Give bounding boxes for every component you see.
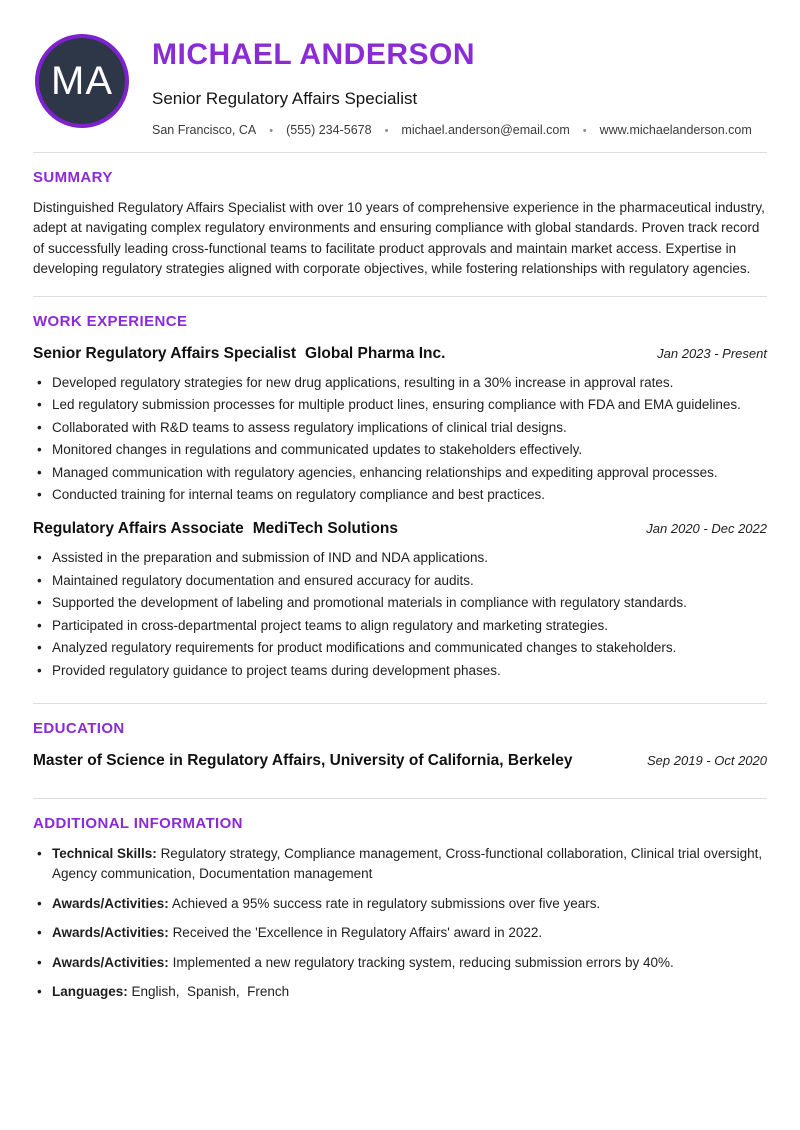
summary-text: Distinguished Regulatory Affairs Specialist with over 10 years of comprehensive experience in the pharmaceutical industry, adept at navigating complex regulatory environments and ensuring compliance with global standards. Proven track record of successfully leading cross-functional teams to facilitate product approvals and maintain market access. Expertise in developing regulatory strategies aligned with corporate objectives, while fostering relationships with regulatory agencies. [33, 200, 765, 277]
summary-heading: SUMMARY [33, 169, 113, 186]
education-entry [33, 751, 767, 798]
bullet-separator-icon: • [384, 125, 389, 137]
item-text: Implemented a new regulatory tracking system, reducing submission errors by 40%. [172, 954, 674, 970]
job-bullet: • Participated in cross-departmental project teams to align regulatory and marketing strategies. [33, 616, 767, 636]
avatar [35, 34, 129, 128]
job-title [33, 519, 398, 539]
job-headline: Senior Regulatory Affairs Specialist [152, 89, 418, 108]
section-additional-information [33, 798, 767, 1002]
section-summary [33, 152, 767, 296]
job-role: Senior Regulatory Affairs Specialist [33, 344, 297, 362]
additional-information-heading: ADDITIONAL INFORMATION [33, 815, 243, 833]
job-header [33, 344, 767, 364]
job-company: Global Pharma Inc. [305, 344, 446, 362]
item-text: English, Spanish, French [131, 984, 290, 1000]
job-header [33, 519, 767, 539]
degree-title: Master of Science in Regulatory Affairs, University of California, Berkeley [33, 752, 573, 770]
section-education [33, 703, 767, 798]
job-company: MediTech Solutions [252, 520, 398, 538]
item-label: Awards/Activities: [52, 925, 169, 941]
job-bullet: • Collaborated with R&D teams to assess regulatory implications of clinical trial designs. [33, 418, 767, 438]
additional-info-item [33, 982, 767, 1002]
item-text: Regulatory strategy, Compliance management, Cross-functional collaboration, Clinical trial oversight, Agency communication, Documentation management [52, 846, 766, 882]
item-text: Achieved a 95% success rate in regulatory submissions over five years. [171, 895, 601, 911]
job-bullet-list [33, 373, 767, 506]
job-bullet: • Maintained regulatory documentation and ensured accuracy for audits. [33, 571, 767, 591]
contact-line [152, 123, 800, 138]
item-text: Received the 'Excellence in Regulatory Affairs' award in 2022. [172, 925, 543, 941]
job-bullet: • Assisted in the preparation and submission of IND and NDA applications. [33, 548, 767, 568]
additional-info-item [33, 844, 767, 884]
resume-header [0, 0, 800, 152]
additional-info-item [33, 953, 767, 973]
job-dates: Jan 2020 - Dec 2022 [646, 521, 767, 537]
avatar-initials: MA [51, 58, 113, 103]
item-label: Languages: [52, 984, 128, 1000]
education-dates: Sep 2019 - Oct 2020 [647, 753, 767, 769]
resume-body [0, 152, 800, 1002]
job-bullet-list [33, 548, 767, 681]
additional-info-item [33, 923, 767, 943]
page-title: MICHAEL ANDERSON [152, 38, 476, 71]
work-experience-heading: WORK EXPERIENCE [33, 312, 188, 330]
additional-info-list [33, 844, 767, 1002]
job-bullet: • Conducted training for internal teams on regulatory compliance and best practices. [33, 485, 767, 505]
additional-info-item [33, 894, 767, 914]
job-bullet: • Provided regulatory guidance to project teams during development phases. [33, 661, 767, 681]
job-bullet: • Supported the development of labeling and promotional materials in compliance with regulatory standards. [33, 593, 767, 613]
item-label: Awards/Activities: [52, 954, 169, 970]
contact-email: michael.anderson@email.com [401, 123, 570, 137]
job-title [33, 344, 445, 364]
contact-location: San Francisco, CA [152, 123, 257, 137]
section-work-experience [33, 296, 767, 704]
item-label: Awards/Activities: [52, 895, 169, 911]
item-label: Technical Skills: [52, 846, 157, 862]
bullet-separator-icon: • [269, 125, 274, 137]
job-bullet: • Led regulatory submission processes for multiple product lines, ensuring compliance with FDA and EMA guidelines. [33, 395, 767, 415]
job-bullet: • Monitored changes in regulations and communicated updates to stakeholders effectively. [33, 440, 767, 460]
contact-website: www.michaelanderson.com [599, 123, 752, 137]
job-role: Regulatory Affairs Associate [33, 520, 244, 538]
job-entry [33, 344, 767, 506]
job-dates: Jan 2023 - Present [657, 345, 767, 361]
education-heading: EDUCATION [33, 720, 125, 738]
job-bullet: • Developed regulatory strategies for new drug applications, resulting in a 30% increase in approval rates. [33, 373, 767, 393]
contact-phone: (555) 234-5678 [286, 123, 372, 137]
bullet-separator-icon: • [582, 125, 587, 137]
job-entry [33, 519, 767, 681]
job-bullet: • Analyzed regulatory requirements for product modifications and communicated changes to stakeholders. [33, 638, 767, 658]
job-bullet: • Managed communication with regulatory agencies, enhancing relationships and expediting approval processes. [33, 463, 767, 483]
